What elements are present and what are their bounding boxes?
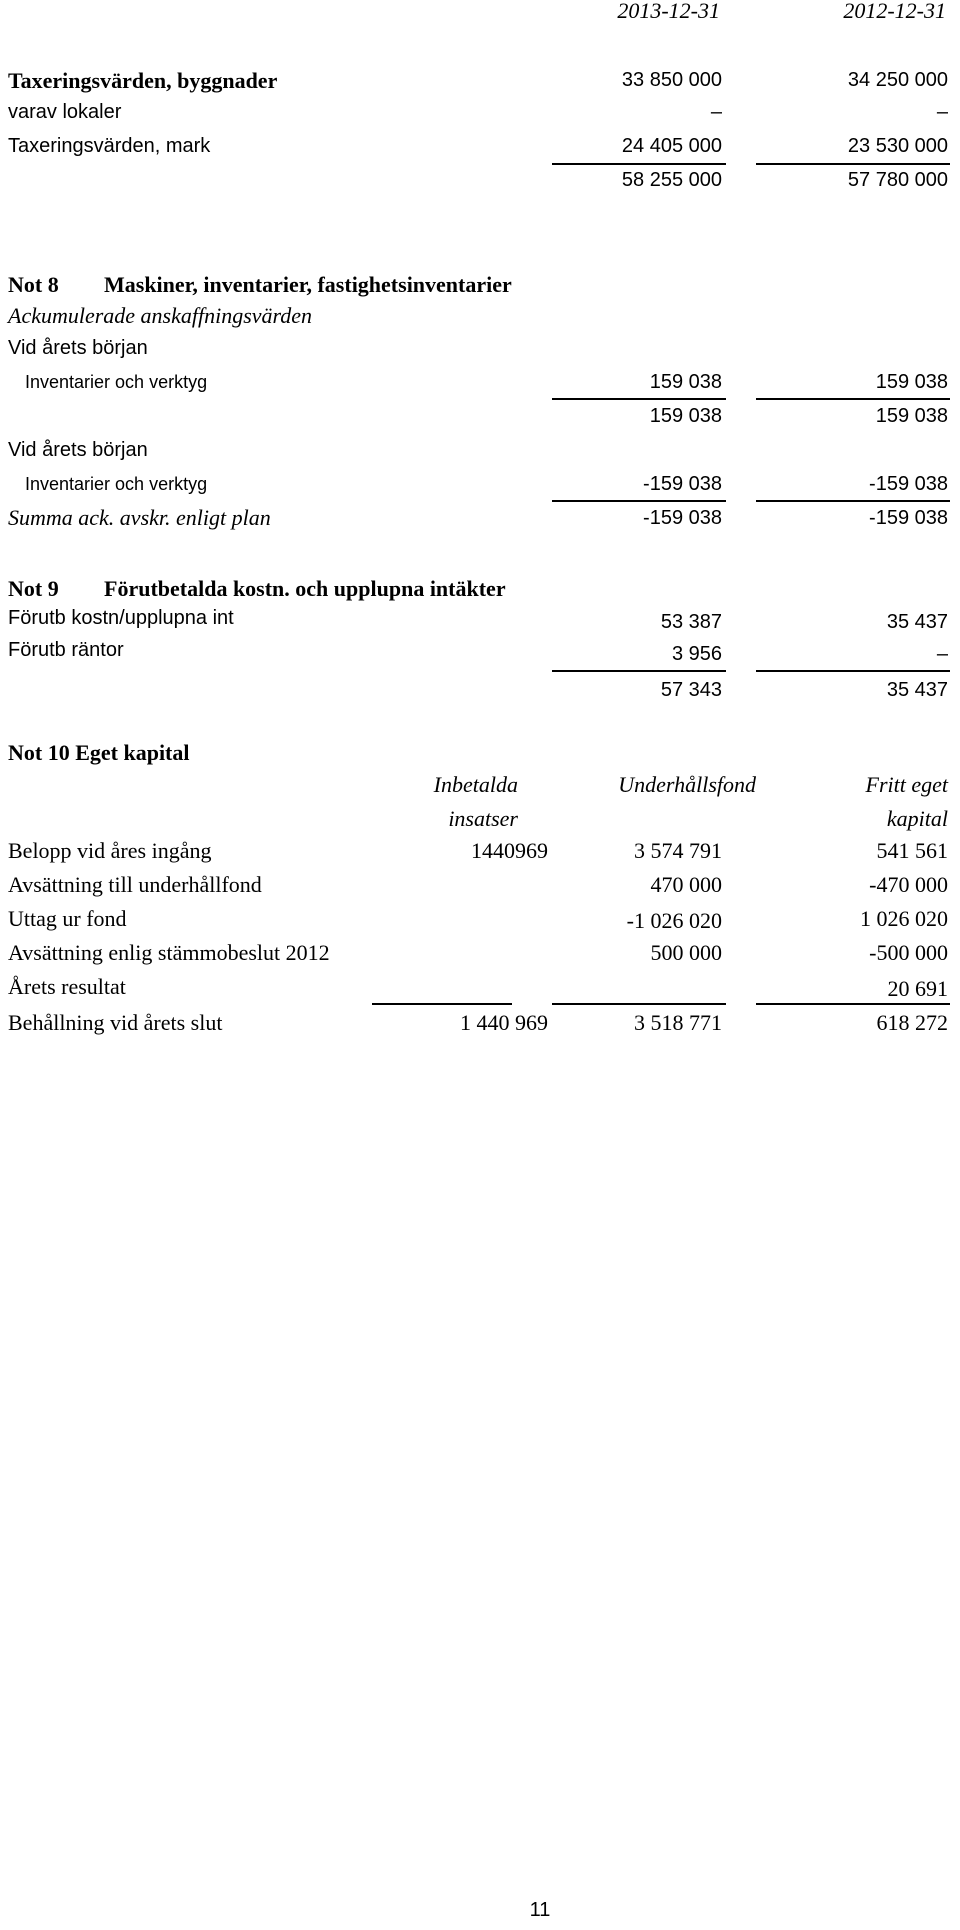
not10-col1-header-line1: Inbetalda (433, 772, 518, 797)
tax-lokaler-2013: – (710, 101, 722, 123)
not8-rule2-2012 (756, 500, 950, 502)
not10-row1-fritt: 541 561 (876, 838, 948, 863)
year-2012-header: 2012-12-31 (843, 0, 946, 23)
not10-rule-fritt (756, 1003, 950, 1005)
tax-mark-2012: 23 530 000 (847, 135, 948, 157)
not10-row4-underhallsfond: 500 000 (650, 940, 722, 965)
not10-row2-label: Avsättning till underhållfond (8, 872, 262, 897)
tax-lokaler-label: varav lokaler (8, 101, 122, 123)
not10-row6-inbetalda: 1 440 969 (460, 1010, 548, 1035)
not8-number: Not 8 (8, 272, 59, 297)
not9-rule-2013 (552, 670, 726, 672)
not10-col3-header-line1: Fritt eget (865, 772, 948, 797)
not10-row2-fritt: -470 000 (869, 872, 948, 897)
not9-title: Förutbetalda kostn. och upplupna intäkter (104, 576, 506, 601)
not10-col2-header: Underhållsfond (618, 772, 756, 797)
not9-total-2012: 35 437 (886, 679, 948, 701)
not10-col3-header-line2: kapital (886, 806, 948, 831)
not8-subtotal1-2012: 159 038 (875, 405, 948, 427)
not10-row4-label: Avsättning enlig stämmobeslut 2012 (8, 940, 330, 965)
not8-section1-label: Vid årets början (8, 337, 148, 359)
tax-sum-rule-2013 (552, 163, 726, 165)
not10-row3-label: Uttag ur fond (8, 906, 127, 931)
not10-row5-label: Årets resultat (8, 974, 126, 999)
not9-number: Not 9 (8, 576, 59, 601)
not10-row3-underhallsfond: -1 026 020 (626, 908, 722, 933)
not8-subtotal1-2013: 159 038 (649, 405, 722, 427)
tax-lokaler-2012: – (936, 101, 948, 123)
not8-item2-label: Inventarier och verktyg (25, 474, 208, 494)
tax-mark-label: Taxeringsvärden, mark (8, 135, 211, 157)
not10-row2-underhallsfond: 470 000 (650, 872, 722, 897)
not8-sum-2012: -159 038 (869, 507, 948, 529)
not9-row1-label: Förutb kostn/upplupna int (8, 607, 234, 629)
not9-row1-2012: 35 437 (886, 611, 948, 633)
not9-total-2013: 57 343 (660, 679, 722, 701)
not9-row1-2013: 53 387 (660, 611, 722, 633)
not10-col1-header-line2: insatser (448, 806, 518, 831)
not10-row4-fritt: -500 000 (869, 940, 948, 965)
not9-row2-2013: 3 956 (671, 643, 722, 665)
not10-row1-inbetalda: 1440969 (471, 838, 548, 863)
not8-rule2-2013 (552, 500, 726, 502)
not8-item1-2013: 159 038 (649, 371, 722, 393)
not8-sum-label: Summa ack. avskr. enligt plan (8, 505, 271, 530)
not8-rule1-2012 (756, 398, 950, 400)
tax-building-label: Taxeringsvärden, byggnader (8, 68, 278, 93)
not9-row2-2012: – (936, 643, 948, 665)
not8-subheading: Ackumulerade anskaffningsvärden (8, 303, 313, 328)
not8-item1-label: Inventarier och verktyg (25, 372, 208, 392)
tax-total-2012: 57 780 000 (847, 169, 948, 191)
page-number: 11 (529, 1899, 551, 1921)
not8-item1-2012: 159 038 (875, 371, 948, 393)
not9-rule-2012 (756, 670, 950, 672)
not8-title: Maskiner, inventarier, fastighetsinventarier (104, 272, 512, 297)
not10-row5-fritt: 20 691 (887, 976, 948, 1001)
tax-sum-rule-2012 (756, 163, 950, 165)
not10-row1-underhallsfond: 3 574 791 (634, 838, 722, 863)
not10-row6-label: Behållning vid årets slut (8, 1010, 223, 1035)
tax-building-2013: 33 850 000 (621, 69, 722, 91)
not10-row6-fritt: 618 272 (876, 1010, 948, 1035)
year-2013-header: 2013-12-31 (617, 0, 720, 23)
not8-item2-2012: -159 038 (869, 473, 948, 495)
not8-item2-2013: -159 038 (643, 473, 722, 495)
not8-rule1-2013 (552, 398, 726, 400)
not10-row1-label: Belopp vid åres ingång (8, 838, 212, 863)
not10-title: Not 10 Eget kapital (8, 740, 190, 765)
not10-rule-underhallsfond (552, 1003, 726, 1005)
not10-row3-fritt: 1 026 020 (860, 906, 948, 931)
not10-rule-inbetalda (372, 1003, 512, 1005)
tax-total-2013: 58 255 000 (621, 169, 722, 191)
not8-sum-2013: -159 038 (643, 507, 722, 529)
not8-section2-label: Vid årets början (8, 439, 148, 461)
not10-row6-underhallsfond: 3 518 771 (634, 1010, 722, 1035)
tax-mark-2013: 24 405 000 (621, 135, 722, 157)
tax-building-2012: 34 250 000 (847, 69, 948, 91)
not9-row2-label: Förutb räntor (8, 639, 124, 661)
